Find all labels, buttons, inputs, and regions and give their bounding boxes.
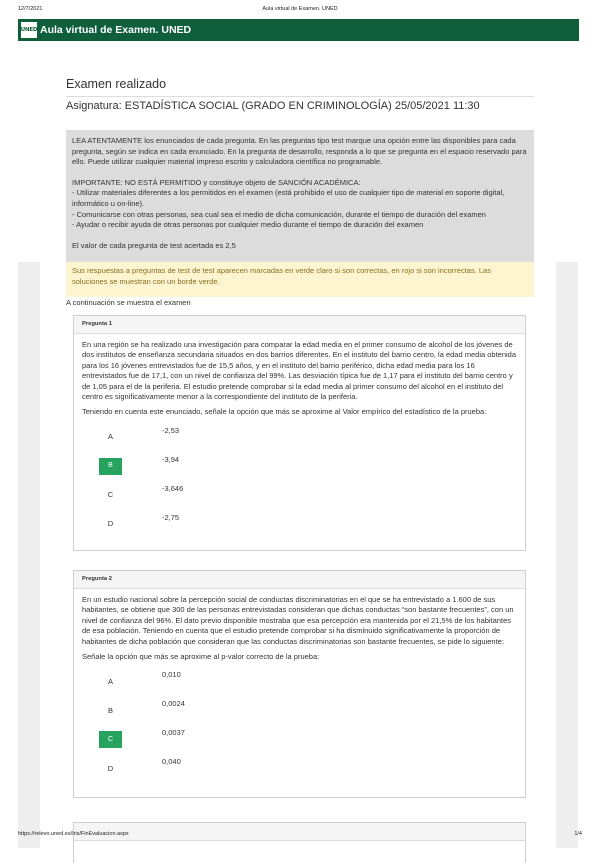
option-b[interactable] <box>82 699 517 731</box>
print-footer <box>0 831 600 841</box>
instructions-rule-3: - Ayudar o recibir ayuda de otras personas por cualquier medio durante el tiempo de duración del examen <box>72 220 424 230</box>
option-value: 0,040 <box>162 757 181 767</box>
app-title: Aula virtual de Examen. UNED <box>40 24 192 36</box>
left-margin-strip <box>18 262 40 848</box>
instructions-paragraph: LEA ATENTAMENTE los enunciados de cada pregunta. En las preguntas tipo test marque una opción entre las disponibles para cada pregunta, según se indica en cada enunciado. En la pregunta de desarrollo, responda a lo que se pregunta en el espacio reservado para ello. Puede utilizar cualquier material impreso escrito y calculadora científica no programable. <box>72 136 527 167</box>
option-c[interactable] <box>82 728 517 760</box>
option-letter: A <box>107 676 113 686</box>
instructions-important-title: IMPORTANTE: NO ESTÁ PERMITIDO y constituye objeto de SANCIÓN ACADÉMICA: <box>72 177 361 187</box>
question-text: En un estudio nacional sobre la percepción social de conductas discriminatorias en el que se ha entrevistado a 1.600 de sus habitantes, se obtiene que 300 de las personas entrevistadas consideran que dichas conductas “son bastante frecuentes”, con un nivel de confianza del 96%. El dato previo disponible mostraba que esa percepción era mantenida por el 21,5% de los habitantes de esa población. Teniendo en cuenta que el estudio pretende comprobar si ha disminuido significativamente la proporción de habitantes de dicha población que consideran que las conductas discriminatorias son bastante frecuentes, se pide lo siguiente: <box>82 595 514 646</box>
option-letter: C <box>107 490 114 500</box>
question-card-1 <box>73 315 526 551</box>
page-title: Examen realizado <box>66 77 167 91</box>
question-label: Pregunta 2 <box>74 571 525 589</box>
page-number: 1/4 <box>574 831 582 837</box>
option-value: 0,0024 <box>162 699 185 709</box>
option-value: -2,75 <box>162 512 180 522</box>
question-prompt: Teniendo en cuenta este enunciado, señale la opción que más se aproxime al Valor empírico del estadístico de la prueba: <box>82 407 487 417</box>
app-header-bar <box>18 19 579 41</box>
question-text: En una región se ha realizado una investigación para comparar la edad media en el primer consumo de alcohol de los jóvenes de dos institutos de enseñanza secundaria situados en dos barrios diferentes. En el instituto del barrio centro, la edad media obtenida para los 16 jóvenes entrevistados fue de 15,5 años, y en el instituto del barrio periférico, dicha edad media para los 16 entrevistados fue de 17,1, con un nivel de confianza del 99%. Las desviación típica fue de 1,17 para el instituto del barrio centro y de 1,05 para el de la periferia. El estudio pretende comprobar si la edad media al primer consumo del alcohol en el instituto del centro es significativamente menor a la correspondiente del instituto de la periferia. <box>82 340 517 402</box>
instructions-value-note: El valor de cada pregunta de test acertada es 2,5 <box>72 240 236 250</box>
instructions-box <box>66 130 534 267</box>
option-c[interactable] <box>82 483 517 516</box>
uned-logo[interactable]: UNED <box>21 22 37 38</box>
print-header <box>0 6 600 16</box>
option-value: -3,94 <box>162 454 180 464</box>
option-value: 0,0037 <box>162 728 185 738</box>
option-d[interactable] <box>82 512 517 545</box>
option-value: 0,010 <box>162 670 181 680</box>
option-value: -3,646 <box>162 483 184 493</box>
option-b[interactable] <box>82 454 517 487</box>
results-notice: Sus respuestas a preguntas de test de test aparecen marcadas en verde claro si son correctas, en rojo si son incorrectas. Las soluciones se muestran con un borde verde. <box>66 262 534 297</box>
option-letter: B <box>107 705 113 715</box>
right-margin-strip <box>556 262 578 848</box>
option-letter: A <box>107 432 113 442</box>
question-label: Pregunta 1 <box>74 316 525 334</box>
question-prompt: Señale la opción que más se aproxime al p-valor correcto de la prueba: <box>82 652 320 662</box>
option-letter: D <box>107 519 114 529</box>
subject-title: Asignatura: ESTADÍSTICA SOCIAL (GRADO EN CRIMINOLOGÍA) 25/05/2021 11:30 <box>66 100 480 112</box>
heading-divider <box>66 96 534 97</box>
instructions-rule-2: - Comunicarse con otras personas, sea cual sea el medio de dicha comunicación, durante el tiempo de duración del examen <box>72 209 486 219</box>
question-card-2 <box>73 570 526 798</box>
print-title: Aula virtual de Examen. UNED <box>262 6 338 12</box>
option-letter: D <box>107 763 114 773</box>
print-date: 12/7/2021 <box>18 6 43 12</box>
exam-intro: A continuación se muestra el examen <box>66 298 191 307</box>
page-url: https://relevo.uned.es/Iris/FinEvaluacion.aspx <box>18 831 129 837</box>
option-a[interactable] <box>82 670 517 702</box>
option-letter-selected: C <box>99 731 122 748</box>
option-letter-selected: B <box>99 458 122 475</box>
question-card-3 <box>73 822 526 863</box>
option-a[interactable] <box>82 425 517 458</box>
option-value: -2,53 <box>162 425 180 435</box>
option-d[interactable] <box>82 757 517 789</box>
instructions-rule-1: - Utilizar materiales diferentes a los permitidos en el examen (está prohibido el uso de cualquier tipo de material en soporte digital, informático u on-line). <box>72 188 505 208</box>
